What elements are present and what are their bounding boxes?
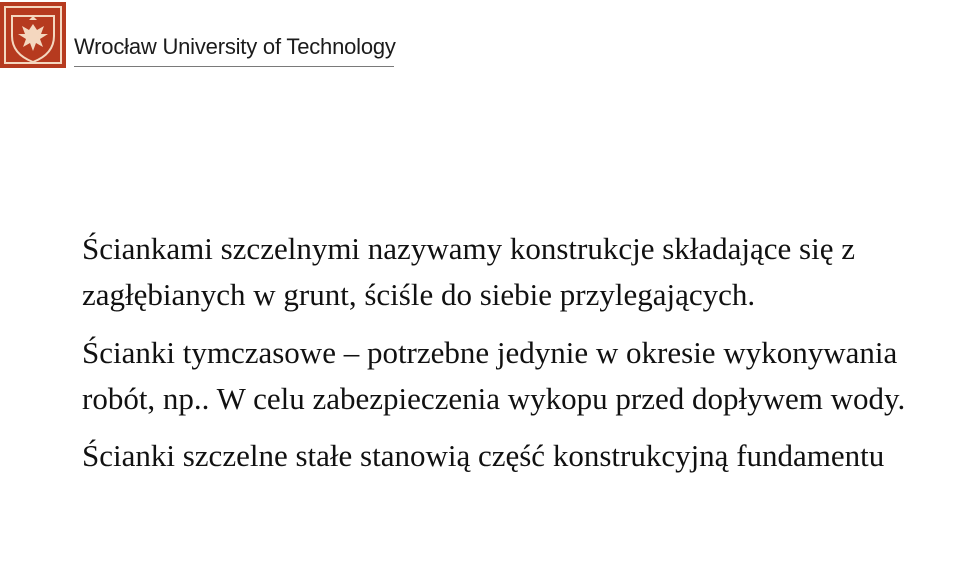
header-divider — [74, 66, 394, 67]
university-crest-icon — [0, 2, 66, 68]
paragraph-permanent-walls: Ścianki szczelne stałe stanowią część konstrukcyjną fundamentu — [82, 438, 885, 473]
slide-content — [82, 226, 952, 490]
paragraph-temporary-walls: Ścianki tymczasowe – potrzebne jedynie w okresie wykonywania robót, np.. W celu zabezpieczenia wykopu przed dopływem wody. — [82, 335, 906, 416]
university-name: Wrocław University of Technology — [74, 34, 396, 59]
paragraph-definition: Ściankami szczelnymi nazywamy konstrukcje składające się z zagłębianych w grunt, ściśle do siebie przylegających. — [82, 231, 855, 312]
header — [0, 0, 400, 70]
